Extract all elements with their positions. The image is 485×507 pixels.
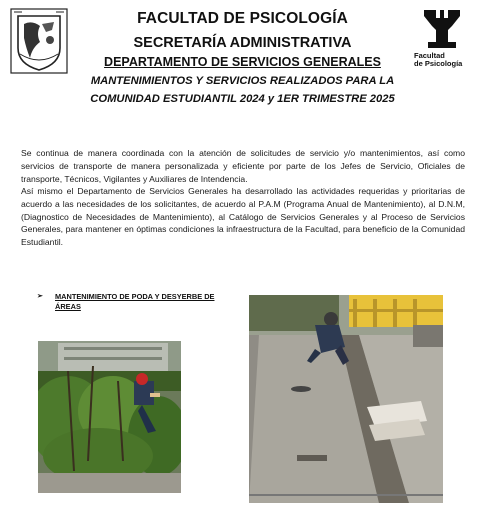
intro-paragraph: Se continua de manera coordinada con la atención de solicitudes de servicio y/o mantenimientos, así como servicios de transporte de manera personalizada y eficiente por parte de los Jefes de Servicio, Oficiales de transporte, Técnicos, Vigilantes y Auxiliares de Intendencia. [21,148,465,184]
section-title: MANTENIMIENTO DE PODA Y DESYERBE DE ÁREAS [55,292,215,311]
activities-paragraph: Así mismo el Departamento de Servicios Generales ha desarrollado las actividades requeridas y prioritarias de acuerdo a las necesidades de los solicitantes, de acuerdo al P.A.M (Programa Anual de Mantenimiento), al D.N.M, (Diagnostico de Necesidades de Mantenimiento), al Catálogo de Servicios Generales y al Proceso de Servicios Generales, para mantener en óptimas condiciones la infraestructura de la Facultad, para beneficio de la Comunidad Estudiantil. [21,186,465,248]
logo-caption-line2: de Psicología [414,59,463,68]
faculty-logo-caption [404,52,485,68]
header-title: FACULTAD DE PSICOLOGÍA [137,10,348,27]
department-title: DEPARTAMENTO DE SERVICIOS GENERALES [104,55,381,69]
header-subtitle: SECRETARÍA ADMINISTRATIVA [133,35,352,51]
report-title-line1: MANTENIMIENTOS Y SERVICIOS REALIZADOS PARA LA [90,75,395,87]
university-seal-icon [10,8,68,74]
walkway-maintenance-photo [249,295,443,503]
logo-caption-line1: Facultad [414,51,445,60]
section-heading [37,292,227,312]
pruning-photo [38,341,181,493]
bullet-arrow-icon: ➢ [37,293,43,300]
report-title-line2: COMUNIDAD ESTUDIANTIL 2024 y 1ER TRIMESTRE 2025 [90,93,395,105]
